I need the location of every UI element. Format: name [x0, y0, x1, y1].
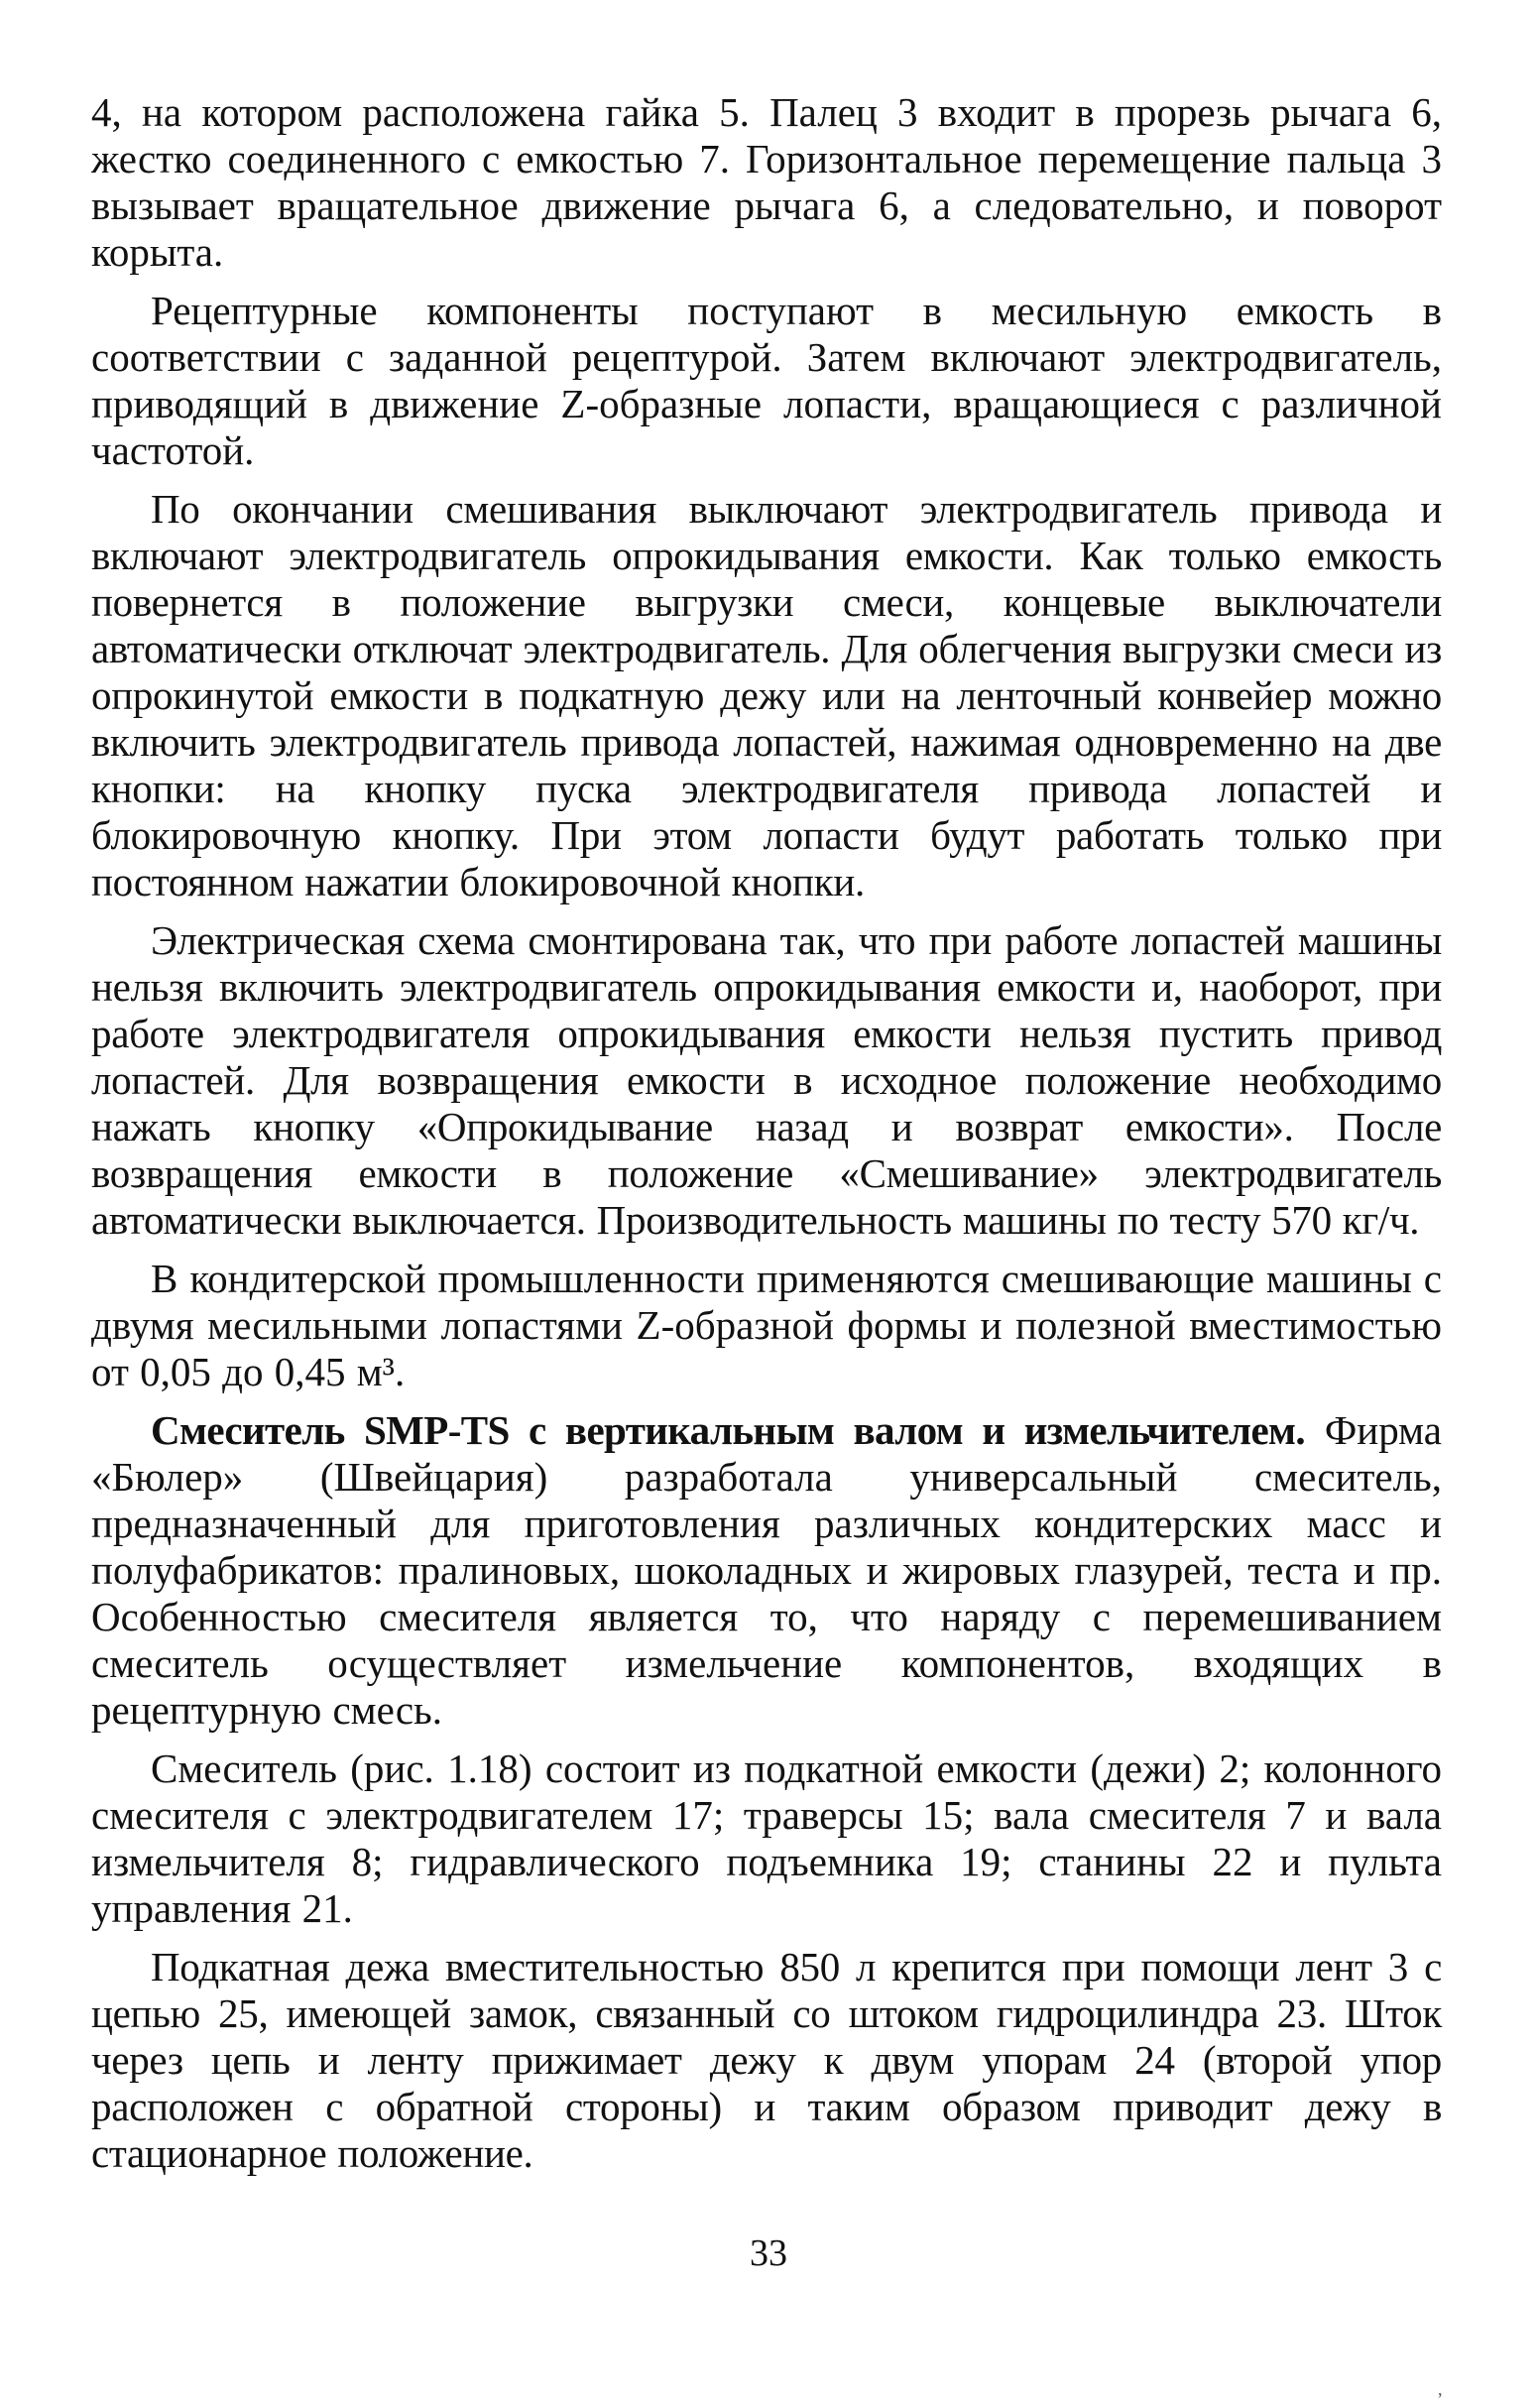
section-heading-smp-ts: Смеситель SMP-TS с вертикальным валом и измельчителем. [151, 1407, 1306, 1453]
paragraph-smp-ts-mixer [91, 1407, 1442, 1734]
paragraph-lever-mechanism: 4, на котором расположена гайка 5. Палец 3 входит в прорезь рычага 6, жестко соединенного с емкостью 7. Горизонтальное перемещение пальца 3 вызывает вращательное движение рычага 6, а следовательно, и поворот корыта. [91, 89, 1442, 275]
text-column [91, 89, 1442, 2189]
paragraph-mixer-components: Смеситель (рис. 1.18) состоит из подкатной емкости (дежи) 2; колонного смесителя с электродвигателем 17; траверсы 15; вала смесителя 7 и вала измельчителя 8; гидравлического подъемника 19; станины 22 и пульта управления 21. [91, 1746, 1442, 1931]
scan-speck-mark: , [1438, 2379, 1443, 2399]
paragraph-recipe-components: Рецептурные компоненты поступают в месильную емкость в соответствии с заданной рецептурой. Затем включают электродвигатель, приводящий в движение Z-образные лопасти, вращающиеся с различной частотой. [91, 288, 1442, 473]
paragraph-mobile-bowl: Подкатная дежа вместительностью 850 л крепится при помощи лент 3 с цепью 25, имеющей замок, связанный со штоком гидроцилиндра 23. Шток через цепь и ленту прижимает дежу к двум упорам 24 (второй упор расположен с обратной стороны) и таким образом приводит дежу в стационарное положение. [91, 1944, 1442, 2176]
paragraph-unloading-procedure: По окончании смешивания выключают электродвигатель привода и включают электродвигатель опрокидывания емкости. Как только емкость повернется в положение выгрузки смеси, концевые выключатели автоматически отключат электродвигатель. Для облегчения выгрузки смеси из опрокинутой емкости в подкатную дежу или на ленточный конвейер можно включить электродвигатель привода лопастей, нажимая одновременно на две кнопки: на кнопку пуска электродвигателя привода лопастей и блокировочную кнопку. При этом лопасти будут работать только при постоянном нажатии блокировочной кнопки. [91, 486, 1442, 904]
paragraph-smp-ts-body: Фирма «Бюлер» (Швейцария) разработала универсальный смеситель, предназначенный для приготовления различных кондитерских масс и полуфабрикатов: пралиновых, шоколадных и жировых глазурей, теста и пр. Особенностью смесителя является то, что наряду с перемешиванием смеситель осуществляет измельчение компонентов, входящих в рецептурную смесь. [91, 1407, 1442, 1733]
paragraph-electrical-interlock: Электрическая схема смонтирована так, что при работе лопастей машины нельзя включить электродвигатель опрокидывания емкости и, наоборот, при работе электродвигателя опрокидывания емкости нельзя пустить привод лопастей. Для возвращения емкости в исходное положение необходимо нажать кнопку «Опрокидывание назад и возврат емкости». После возвращения емкости в положение «Смешивание» электродвигатель автоматически выключается. Производительность машины по тесту 570 кг/ч. [91, 917, 1442, 1243]
paragraph-confectionery-machines: В кондитерской промышленности применяются смешивающие машины с двумя месильными лопастями Z-образной формы и полезной вместимостью от 0,05 до 0,45 м³. [91, 1256, 1442, 1394]
page-number: 33 [750, 2232, 787, 2274]
